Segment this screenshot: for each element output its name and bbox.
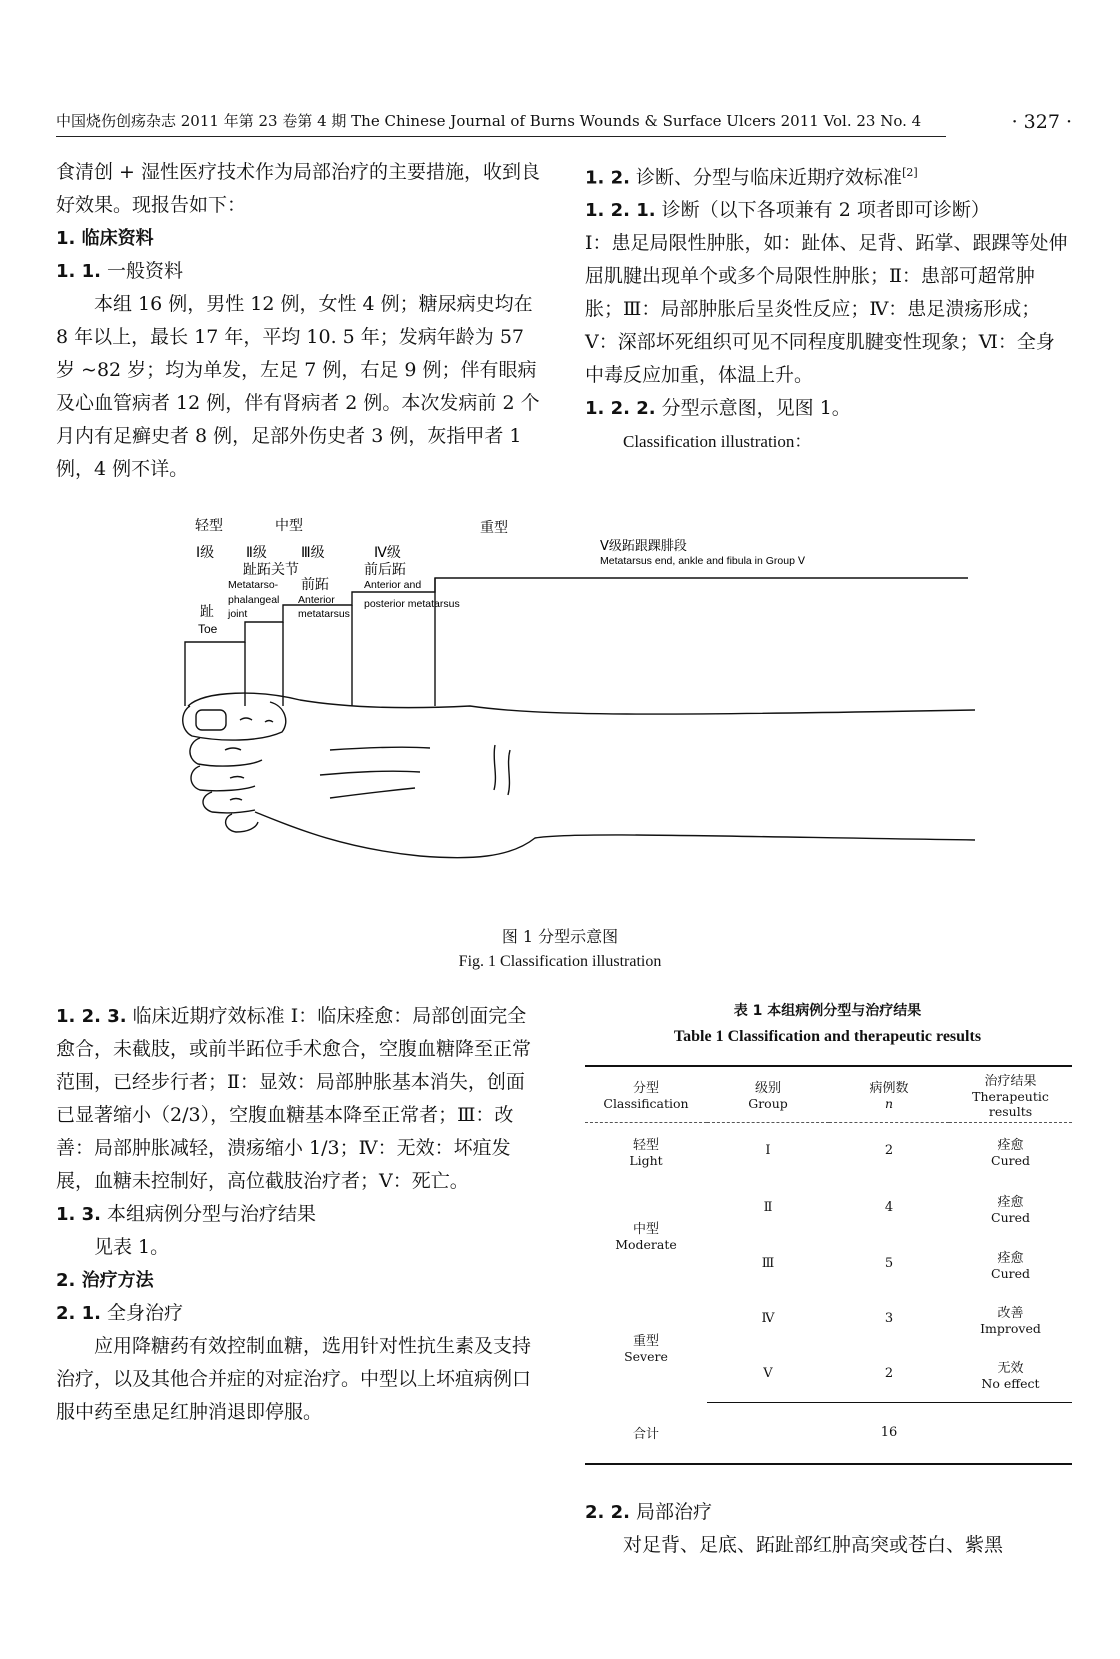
paragraph-classification-illustration: Classification illustration： — [623, 432, 812, 452]
table-row — [585, 1291, 1072, 1346]
heading-text: 诊断、分型与临床近期疗效标准 — [636, 166, 903, 189]
figure-caption-cn: 图 1 分型示意图 — [501, 927, 619, 946]
fifth-toe — [226, 814, 258, 832]
table-total-row — [585, 1402, 1072, 1464]
running-header — [56, 111, 1072, 137]
cell-empty — [707, 1402, 829, 1464]
ankle-crease — [508, 750, 510, 795]
subsection-heading-1-1 — [56, 255, 542, 288]
heading-number: 1. 2. 1. — [585, 200, 656, 222]
label-grade-2: Ⅱ级 — [246, 545, 267, 561]
toe-crease — [225, 748, 241, 750]
label-grade-3: Ⅲ级 — [301, 545, 325, 561]
paragraph-local-treatment: 对足背、足底、跖趾部红肿高突或苍白、紫黑 — [623, 1534, 1004, 1556]
subsection-heading-2-1 — [56, 1297, 542, 1330]
section-heading-2: 2. 治疗方法 — [56, 1270, 154, 1291]
tendon-line — [330, 747, 430, 750]
label-grade-2-en-2: phalangeal — [228, 594, 280, 606]
label-toe-en: Toe — [198, 622, 218, 636]
cell-total-label: 合计 — [632, 1427, 659, 1442]
paragraph-text: 临床近期疗效标准 Ⅰ：临床痊愈：局部创面完全愈合，未截肢，或前半跖位手术愈合，空腹血糖降至正常范围，已经步行者；Ⅱ：显效：局部肿胀基本消失，创面已显著缩小（2/3），空腹血糖基本降至正常者；Ⅲ：改善：局部肿胀减轻，溃疡缩小 1/3；Ⅳ：无效：坏疽发展，血糖未控制好，高位截肢治疗者；Ⅴ：死亡。 — [56, 1005, 532, 1192]
foot-sole-outline — [255, 812, 975, 858]
cell-group: Ⅲ — [761, 1256, 775, 1271]
cell-n: 5 — [884, 1256, 894, 1271]
label-grade-3-en-2: metatarsus — [298, 608, 350, 620]
heading-text: 分型示意图，见图 1。 — [661, 397, 851, 420]
ankle-crease — [494, 745, 495, 790]
heading-number: 1. 2. 3. — [56, 1006, 127, 1027]
subsection-heading-2-2 — [585, 1496, 1072, 1529]
subsection-heading-1-2 — [585, 156, 1072, 194]
heading-text: 局部治疗 — [636, 1501, 713, 1523]
cell-result: 痊愈 Cured — [991, 1137, 1030, 1168]
cell-group: Ⅰ — [765, 1143, 771, 1159]
cell-result: 痊愈 Cured — [991, 1194, 1030, 1225]
right-column-upper — [585, 156, 1072, 458]
subsection-heading-1-2-1 — [585, 194, 1072, 227]
second-toe — [190, 738, 262, 766]
paragraph-intro-continued: 食清创 + 湿性医疗技术作为局部治疗的主要措施，收到良好效果。现报告如下： — [56, 161, 541, 216]
table-row — [585, 1179, 1072, 1236]
cell-n: 2 — [829, 1346, 949, 1402]
label-grade-2-en-1: Metatarso- — [228, 579, 279, 591]
table-caption-en: Table 1 Classification and therapeutic results — [673, 1028, 982, 1045]
table-header-row — [585, 1066, 1072, 1122]
heading-number: 2. 1. — [56, 1303, 101, 1324]
cell-group: Ⅳ — [761, 1311, 775, 1326]
left-column-lower — [56, 1000, 542, 1429]
heading-text: 本组病例分型与治疗结果 — [107, 1203, 317, 1225]
left-column-upper — [56, 156, 542, 486]
figure-1-classification-diagram — [0, 500, 1120, 900]
section-heading-1: 1. 临床资料 — [56, 228, 154, 249]
label-grade-4-en-2: posterior metatarsus — [364, 598, 460, 610]
header-n: 病例数 n — [869, 1081, 909, 1112]
header-classification: 分型 Classification — [603, 1081, 689, 1112]
tendon-line — [330, 788, 415, 798]
label-grade-4: Ⅳ级 — [374, 545, 401, 561]
heading-number: 2. 2. — [585, 1502, 630, 1523]
journal-citation: 中国烧伤创疡杂志 2011 年第 23 卷第 4 期 The Chinese Journal of Burns Wounds & Surface Ulcers 2011 Vol. 23 No. 4 — [56, 112, 922, 130]
toenail — [196, 710, 226, 730]
toe-crease — [230, 799, 242, 801]
heading-text: 全身治疗 — [107, 1302, 184, 1324]
header-group: 级别 Group — [748, 1081, 788, 1112]
label-grade-4-cn: 前后跖 — [364, 562, 406, 578]
cell-class-severe: 重型 Severe — [624, 1333, 668, 1364]
paragraph-general-data: 本组 16 例，男性 12 例，女性 4 例；糖尿病史均在 8 年以上，最长 17 年，平均 10. 5 年；发病年龄为 57 岁 ~82 岁；均为单发，左足 7 例，右足 9 例；伴有眼病及心血管病者 12 例，伴有肾病者 2 例。本次发病前 2 个月内有足癣史者 8 例，足部外伤史者 3 例，灰指甲者 1 例，4 例不详。 — [56, 293, 540, 480]
label-grade-2-cn: 趾跖关节 — [243, 562, 299, 578]
cell-class-moderate: 中型 Moderate — [615, 1222, 677, 1252]
paragraph-diagnosis: Ⅰ：患足局限性肿胀，如：趾体、足背、跖掌、跟踝等处伸屈肌腱出现单个或多个局限性肿胀；Ⅱ：患部可超常肿胀；Ⅲ：局部肿胀后呈炎性反应；Ⅳ：患足溃疡形成；Ⅴ：深部坏死组织可见不同程度肌腱变性现象；Ⅵ：全身中毒反应加重，体温上升。 — [585, 232, 1068, 387]
heading-number: 1. 2. — [585, 167, 630, 189]
tendon-line — [320, 771, 420, 775]
header-results: 治疗结果 Therapeutic results — [972, 1073, 1049, 1119]
right-column-lower — [585, 1496, 1072, 1562]
cell-class-light: 轻型 Light — [629, 1137, 663, 1168]
toe-crease — [230, 777, 244, 779]
paragraph-systemic-treatment: 应用降糖药有效控制血糖，选用针对性抗生素及支持治疗，以及其他合并症的对症治疗。中型以上坏疽病例口服中药至患足红肿消退即停服。 — [56, 1335, 532, 1423]
table-caption-cn: 表 1 本组病例分型与治疗结果 — [733, 1003, 922, 1019]
label-grade-3-en-1: Anterior — [298, 594, 335, 606]
reference-marker: [2] — [902, 166, 918, 179]
label-grade-4-en-1: Anterior and — [364, 579, 422, 591]
heading-number: 1. 3. — [56, 1204, 101, 1225]
cell-result: 无效 No effect — [949, 1346, 1072, 1402]
label-moderate: 中型 — [275, 518, 303, 534]
toe-crease — [240, 718, 252, 720]
toe-crease — [265, 721, 273, 723]
table-1 — [585, 1065, 1072, 1465]
cell-result: 痊愈 Cured — [991, 1250, 1030, 1281]
subsection-heading-1-3 — [56, 1198, 542, 1231]
cell-n: 2 — [884, 1143, 894, 1159]
figure-caption-en: Fig. 1 Classification illustration — [458, 953, 662, 970]
label-light: 轻型 — [195, 518, 223, 534]
label-grade-5-cn: Ⅴ级跖跟踝腓段 — [600, 539, 687, 554]
table-row — [585, 1122, 1072, 1179]
subsection-heading-1-2-2 — [585, 392, 1072, 425]
cell-total-n: 16 — [880, 1425, 898, 1441]
label-grade-1: Ⅰ级 — [196, 545, 215, 561]
label-severe: 重型 — [480, 520, 508, 536]
cell-group: Ⅱ — [763, 1200, 773, 1215]
heading-text: 一般资料 — [107, 260, 184, 282]
fourth-toe — [203, 792, 255, 813]
label-toe-cn: 趾 — [200, 604, 214, 620]
cell-n: 3 — [884, 1311, 894, 1326]
page-number: · 327 · — [1011, 111, 1072, 133]
header-rule — [56, 136, 946, 137]
paragraph-efficacy-criteria — [56, 1000, 542, 1198]
label-grade-2-en-3: joint — [228, 608, 248, 620]
heading-number: 1. 1. — [56, 261, 101, 282]
cell-group: Ⅴ — [707, 1346, 829, 1402]
paragraph-see-table: 见表 1。 — [94, 1236, 170, 1258]
third-toe — [191, 766, 255, 791]
label-grade-5-en: Metatarsus end, ankle and fibula in Group Ⅴ — [600, 555, 806, 567]
cell-result: 改善 Improved — [980, 1305, 1041, 1336]
heading-number: 1. 2. 2. — [585, 398, 656, 420]
foot-dorsum-outline — [188, 693, 975, 714]
cell-empty — [949, 1402, 1072, 1464]
cell-n: 4 — [884, 1200, 894, 1215]
heading-text: 诊断（以下各项兼有 2 项者即可诊断） — [661, 199, 990, 222]
label-grade-3-cn: 前跖 — [301, 577, 329, 593]
